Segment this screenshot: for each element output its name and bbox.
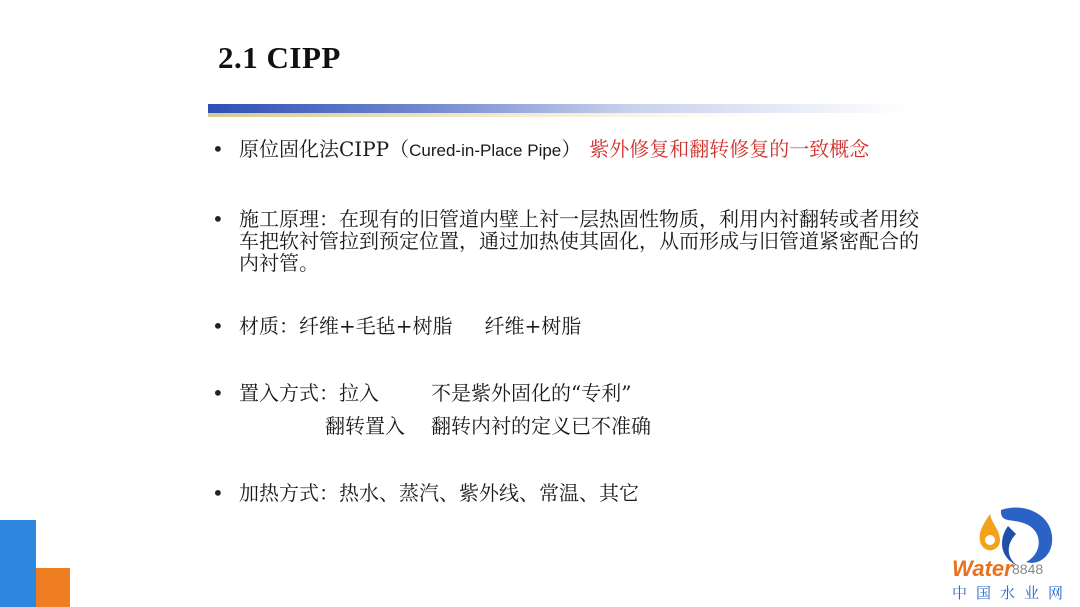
bullet-marker: • [212,481,224,505]
corner-decoration-blue [0,520,36,607]
bullet-text: 施工原理：在现有的旧管道内壁上衬一层热固性物质，利用内衬翻转或者用绞车把软衬管拉到预定位置，通过加热使其固化，从而形成与旧管道紧密配合的内衬管。 [239,207,919,275]
bullet-marker: • [212,314,224,338]
bullet-text-latin: Cured-in-Place Pipe [409,141,562,160]
bullet-text: 加热方式：热水、蒸汽、紫外线、常温、其它 [239,481,639,505]
title-underline-accent [208,113,908,117]
bullet-text-note: 不是紫外固化的“专利” [431,381,632,405]
bullet-text [239,315,929,338]
bullet-subline-note: 翻转内衬的定义已不准确 [431,414,651,438]
bullet-marker: • [212,137,224,161]
bullet-text-main: 材质：纤维+毛毡+树脂 [239,314,453,338]
bullet-text-highlight: 紫外修复和翻转修复的一致概念 [589,137,870,161]
bullet-text-close: ） [561,137,582,161]
title-underline [208,104,908,113]
logo-digits: 8848 [1012,561,1044,577]
bullet-text-cn: 原位固化法CIPP（ [239,137,410,161]
bullet-marker: • [212,207,224,231]
corner-decoration-orange [36,568,70,607]
logo-site-name: 中国水业网 [952,584,1073,602]
bullet-text-alt: 纤维+树脂 [484,314,582,338]
bullet-subline-placement [325,415,925,438]
bullet-marker: • [212,381,224,405]
slide-title: 2.1 CIPP [218,40,341,75]
bullet-subline-main: 翻转置入 [325,414,405,438]
bullet-text-main: 置入方式：拉入 [239,381,379,405]
logo-brand: Water [952,556,1013,581]
bullet-text [239,138,929,162]
bullet-text [239,382,929,405]
